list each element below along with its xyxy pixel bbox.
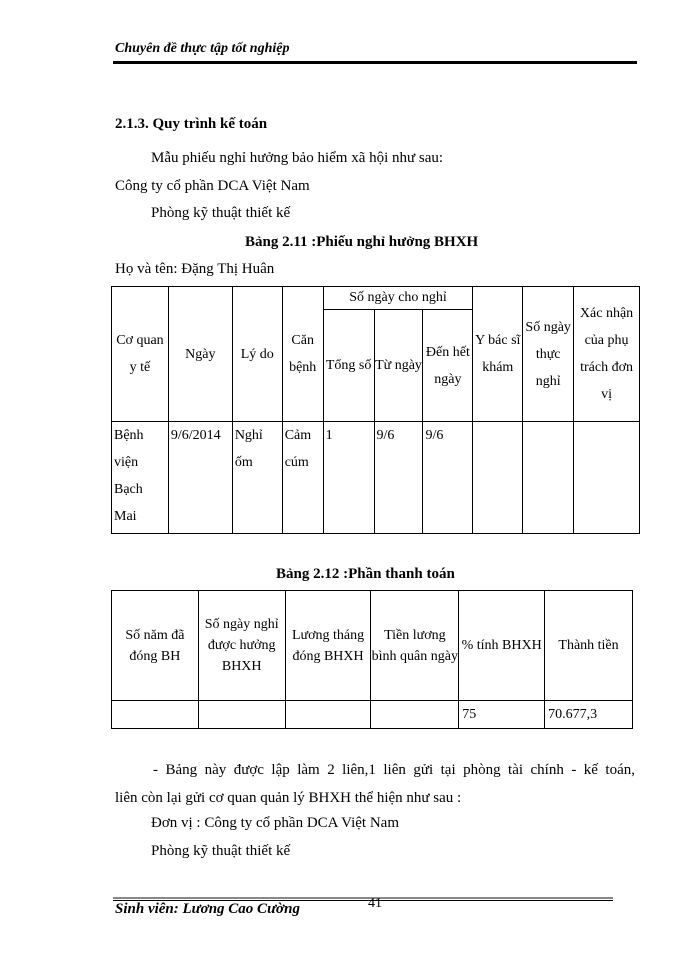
header-ngay: Ngày [168, 287, 232, 422]
footer-student: Sinh viên: Lương Cao Cường [115, 901, 300, 917]
header-phan-tram: % tính BHXH [459, 591, 545, 701]
company-text: Công ty cổ phần DCA Việt Nam [115, 178, 310, 194]
header-thanh-tien: Thành tiền [545, 591, 633, 701]
note-department: Phòng kỹ thuật thiết kế [151, 843, 291, 859]
header-so-nam: Số năm đã đóng BH [112, 591, 199, 701]
header-ly-do: Lý do [232, 287, 282, 422]
section-heading: 2.1.3. Quy trình kế toán [115, 116, 268, 132]
header-tu-ngay: Từ ngày [374, 310, 423, 422]
note-unit: Đơn vị : Công ty cổ phần DCA Việt Nam [151, 815, 399, 831]
table-header-row [112, 591, 633, 701]
cell-luong-thang [285, 701, 371, 729]
department-text: Phòng kỹ thuật thiết kế [151, 205, 291, 221]
cell-y-bac-si [473, 422, 523, 534]
header-tong-so: Tổng số [323, 310, 374, 422]
header-rule [113, 61, 637, 64]
intro-text: Mẫu phiếu nghỉ hưởng bảo hiểm xã hội như sau: [151, 150, 444, 166]
note-line-2: liên còn lại gửi cơ quan quản lý BHXH thể hiện như sau : [115, 790, 462, 806]
header-so-ngay-group: Số ngày cho nghỉ [323, 287, 473, 310]
cell-tien-luong [371, 701, 459, 729]
header-can-benh: Căn bệnh [282, 287, 323, 422]
header-y-bac-si: Y bác sĩ khám [473, 287, 523, 422]
payment-table [111, 590, 633, 729]
table1-caption: Bảng 2.11 :Phiếu nghỉ hưởng BHXH [245, 234, 479, 250]
cell-tong-so: 1 [323, 422, 374, 534]
table-row [112, 422, 640, 534]
cell-so-nam [112, 701, 199, 729]
page-number: 41 [368, 896, 382, 911]
cell-tu-ngay: 9/6 [374, 422, 423, 534]
cell-thanh-tien: 70.677,3 [545, 701, 633, 729]
note-line-1: - Bảng này được lập làm 2 liên,1 liên gửi tại phòng tài chính - kế toán, [153, 762, 635, 778]
header-luong-thang: Lương tháng đóng BHXH [285, 591, 371, 701]
cell-phan-tram: 75 [459, 701, 545, 729]
cell-can-benh: Cảm cúm [282, 422, 323, 534]
cell-co-quan: Bệnh viện Bạch Mai [112, 422, 169, 534]
cell-so-ngay-thuc [523, 422, 574, 534]
header-so-ngay-nghi: Số ngày nghỉ được hưởng BHXH [198, 591, 285, 701]
sick-leave-table [111, 286, 640, 534]
cell-ngay: 9/6/2014 [168, 422, 232, 534]
cell-ly-do: Nghỉ ốm [232, 422, 282, 534]
person-name: Họ và tên: Đặng Thị Huân [115, 261, 275, 277]
cell-so-ngay-nghi [198, 701, 285, 729]
page-header-title: Chuyên đề thực tập tốt nghiệp [115, 41, 290, 56]
table-row [112, 701, 633, 729]
footer-rule [113, 897, 613, 899]
cell-xac-nhan [574, 422, 640, 534]
header-xac-nhan: Xác nhận của phụ trách đơn vị [574, 287, 640, 422]
cell-den-het-ngay: 9/6 [423, 422, 473, 534]
header-co-quan: Cơ quan y tế [112, 287, 169, 422]
table2-caption: Bảng 2.12 :Phần thanh toán [276, 566, 455, 582]
header-den-het-ngay: Đến hết ngày [423, 310, 473, 422]
header-so-ngay-thuc: Số ngày thực nghỉ [523, 287, 574, 422]
header-tien-luong: Tiền lương bình quân ngày [371, 591, 459, 701]
